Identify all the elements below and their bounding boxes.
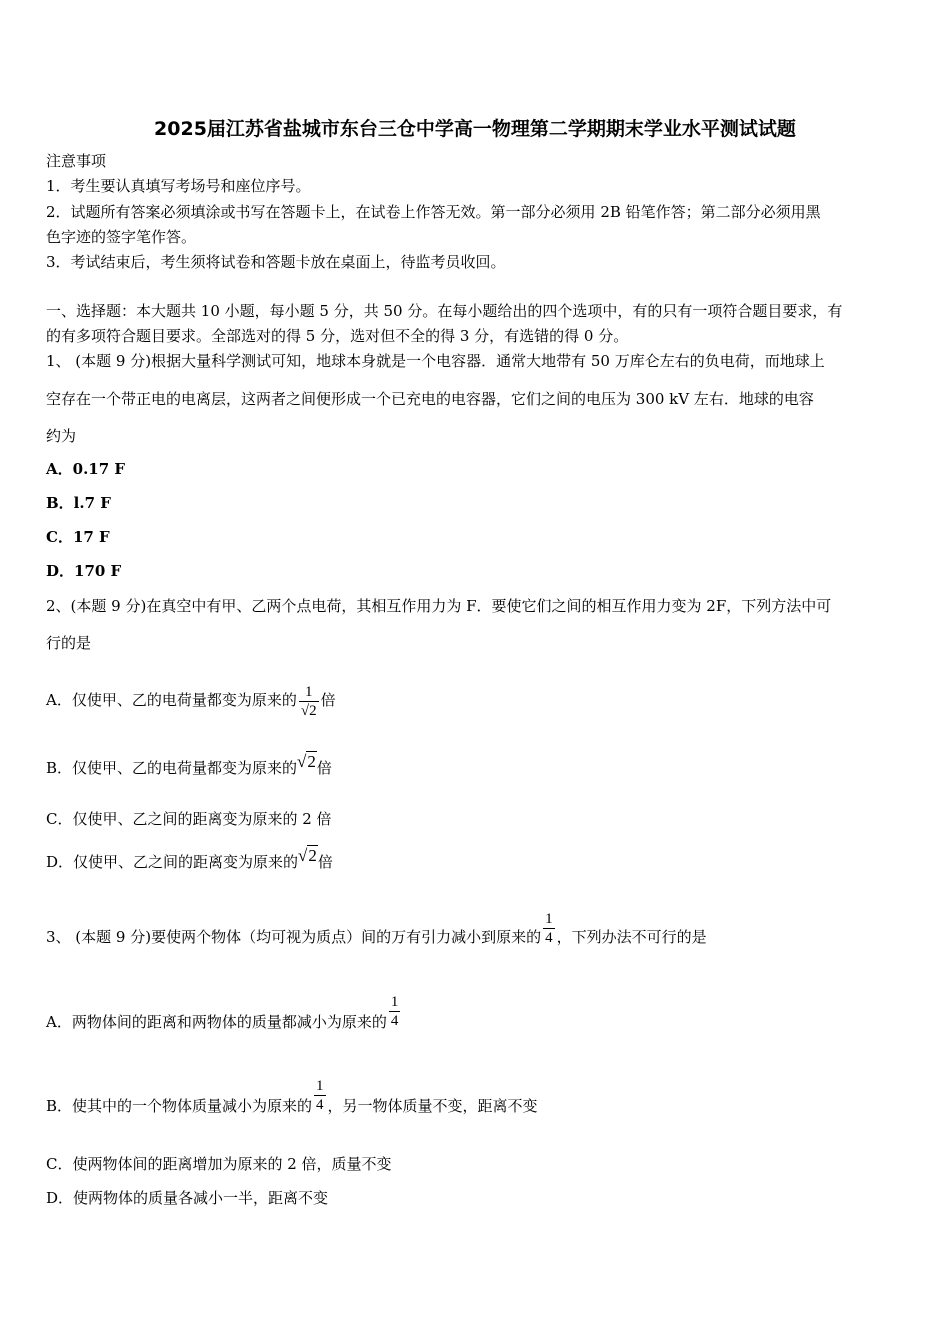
notice-item: 色字迹的签字笔作答。: [46, 228, 197, 246]
q3-option-c: C．使两物体间的距离增加为原来的 2 倍，质量不变: [46, 1155, 392, 1173]
q2-option-d: D．仅使甲、乙之间的距离变为原来的√2倍: [46, 846, 333, 871]
q2-option-c: C．仅使甲、乙之间的距离变为原来的 2 倍: [46, 810, 332, 828]
q2-option-b: B．仅使甲、乙的电荷量都变为原来的√2倍: [46, 752, 332, 777]
q1-option-c: C．17 F: [46, 528, 110, 546]
notice-item: 3．考试结束后，考生须将试卷和答题卡放在桌面上，待监考员收回。: [46, 253, 506, 271]
fraction: $\frac{1}{4}$: [390, 993, 399, 1029]
q1-stem: 空存在一个带正电的电离层，这两者之间便形成一个已充电的电容器，它们之间的电压为 300 kV 左右．地球的电容: [46, 390, 814, 408]
notice-item: 1．考生要认真填写考场号和座位序号。: [46, 177, 311, 195]
q1-stem: 1、 (本题 9 分)根据大量科学测试可知，地球本身就是一个电容器．通常大地带有 50 万库仑左右的负电荷，而地球上: [46, 352, 825, 370]
q2-option-a: A．仅使甲、乙的电荷量都变为原来的 $\frac{1}{√2}$ 倍: [46, 683, 336, 719]
fraction: $\frac{1}{4}$: [545, 910, 553, 946]
fraction: $\frac{1}{4}$: [316, 1077, 324, 1113]
section-instructions: 的有多项符合题目要求。全部选对的得 5 分，选对但不全的得 3 分，有选错的得 0 分。: [46, 327, 629, 345]
q3-option-d: D．使两物体的质量各减小一半，距离不变: [46, 1189, 329, 1207]
notice-item: 2．试题所有答案必须填涂或书写在答题卡上，在试卷上作答无效。第一部分必须用 2B 铅笔作答；第二部分必须用黑: [46, 203, 821, 221]
exam-title: 2025届江苏省盐城市东台三仓中学高一物理第二学期期末学业水平测试试题: [154, 118, 796, 140]
q1-option-b: B．l.7 F: [46, 494, 111, 512]
q2-stem: 行的是: [46, 634, 92, 652]
q1-option-d: D．170 F: [46, 562, 122, 580]
fraction: $\frac{1}{√2}$: [300, 683, 317, 719]
q3-option-b: B．使其中的一个物体质量减小为原来的 $\frac{1}{4}$ ，另一物体质量不变，距离不变: [46, 1077, 538, 1115]
section-instructions: 一、选择题：本大题共 10 小题，每小题 5 分，共 50 分。在每小题给出的四个选项中，有的只有一项符合题目要求，有: [46, 302, 843, 320]
q1-option-a: A．0.17 F: [46, 460, 126, 478]
q2-stem: 2、(本题 9 分)在真空中有甲、乙两个点电荷，其相互作用力为 F．要使它们之间的相互作用力变为 2F，下列方法中可: [46, 597, 832, 615]
notice-heading: 注意事项: [46, 152, 107, 170]
q1-stem: 约为: [46, 427, 77, 445]
q3-option-a: A．两物体间的距离和两物体的质量都减小为原来的 $\frac{1}{4}$: [46, 993, 399, 1031]
sqrt: √2: [297, 752, 316, 771]
sqrt: √2: [298, 846, 317, 865]
q3-stem: 3、 (本题 9 分)要使两个物体（均可视为质点）间的万有引力减小到原来的 $\frac{1}{4}$ ，下列办法不可行的是: [46, 910, 707, 946]
